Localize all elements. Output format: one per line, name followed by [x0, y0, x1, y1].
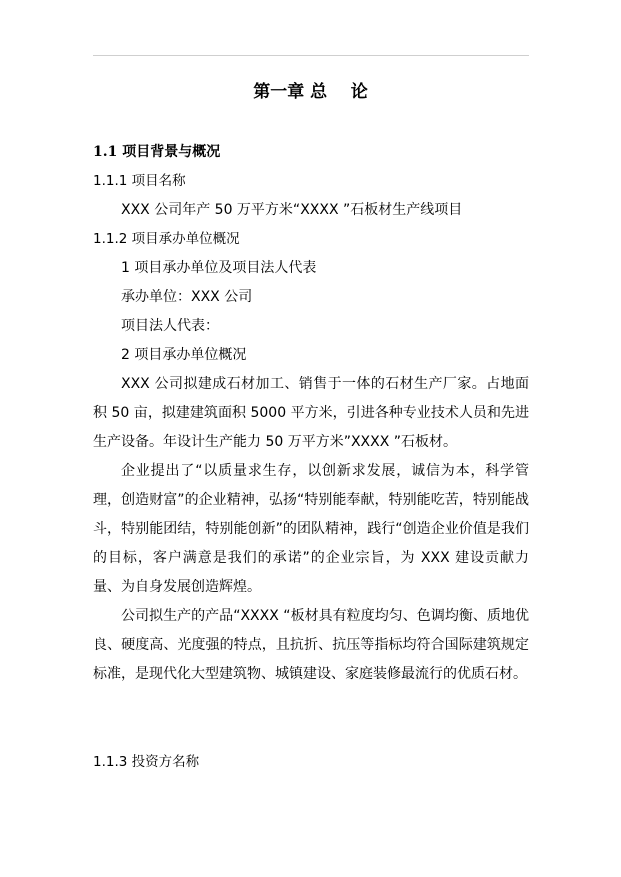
- section-heading-1-1-3: 1.1.3 投资方名称: [93, 754, 200, 770]
- chapter-title: 第一章 总 论: [253, 82, 368, 102]
- paragraph-product-description: 公司拟生产的产品“XXXX “板材具有粒度均匀、色调均衡、质地优良、硬度高、光度强的特点，且抗折、抗压等指标均符合国际建筑规定标准，是现代化大型建筑物、城镇建设、家庭装修最流行的优质石材。: [93, 608, 529, 682]
- undertaking-unit-text: 承办单位：XXX 公司: [121, 289, 253, 305]
- project-name-text: XXX 公司年产 50 万平方米“XXXX ”石板材生产线项目: [121, 202, 463, 218]
- header-rule: [93, 55, 529, 56]
- legal-representative-text: 项目法人代表：: [121, 318, 219, 334]
- section-heading-1-1-1: 1.1.1 项目名称: [93, 173, 186, 189]
- paragraph-company-overview: XXX 公司拟建成石材加工、销售于一体的石材生产厂家。占地面积 50 亩，拟建建筑面积 5000 平方米，引进各种专业技术人员和先进生产设备。年设计生产能力 50 万平方米”XXXX ”石板材。: [93, 376, 529, 450]
- section-heading-1-1: 1.1 项目背景与概况: [93, 144, 221, 160]
- paragraph-enterprise-spirit: 企业提出了“以质量求生存，以创新求发展，诚信为本，科学管理，创造财富”的企业精神，弘扬“特别能奉献，特别能吃苦，特别能战斗，特别能团结，特别能创新”的团队精神，践行“创造企业价值是我们的目标，客户满意是我们的承诺”的企业宗旨，为 XXX 建设贡献力量、为自身发展创造辉煌。: [93, 463, 529, 595]
- sub-item-1: 1 项目承办单位及项目法人代表: [121, 260, 317, 276]
- sub-item-2: 2 项目承办单位概况: [121, 347, 247, 363]
- section-heading-1-1-2: 1.1.2 项目承办单位概况: [93, 231, 240, 247]
